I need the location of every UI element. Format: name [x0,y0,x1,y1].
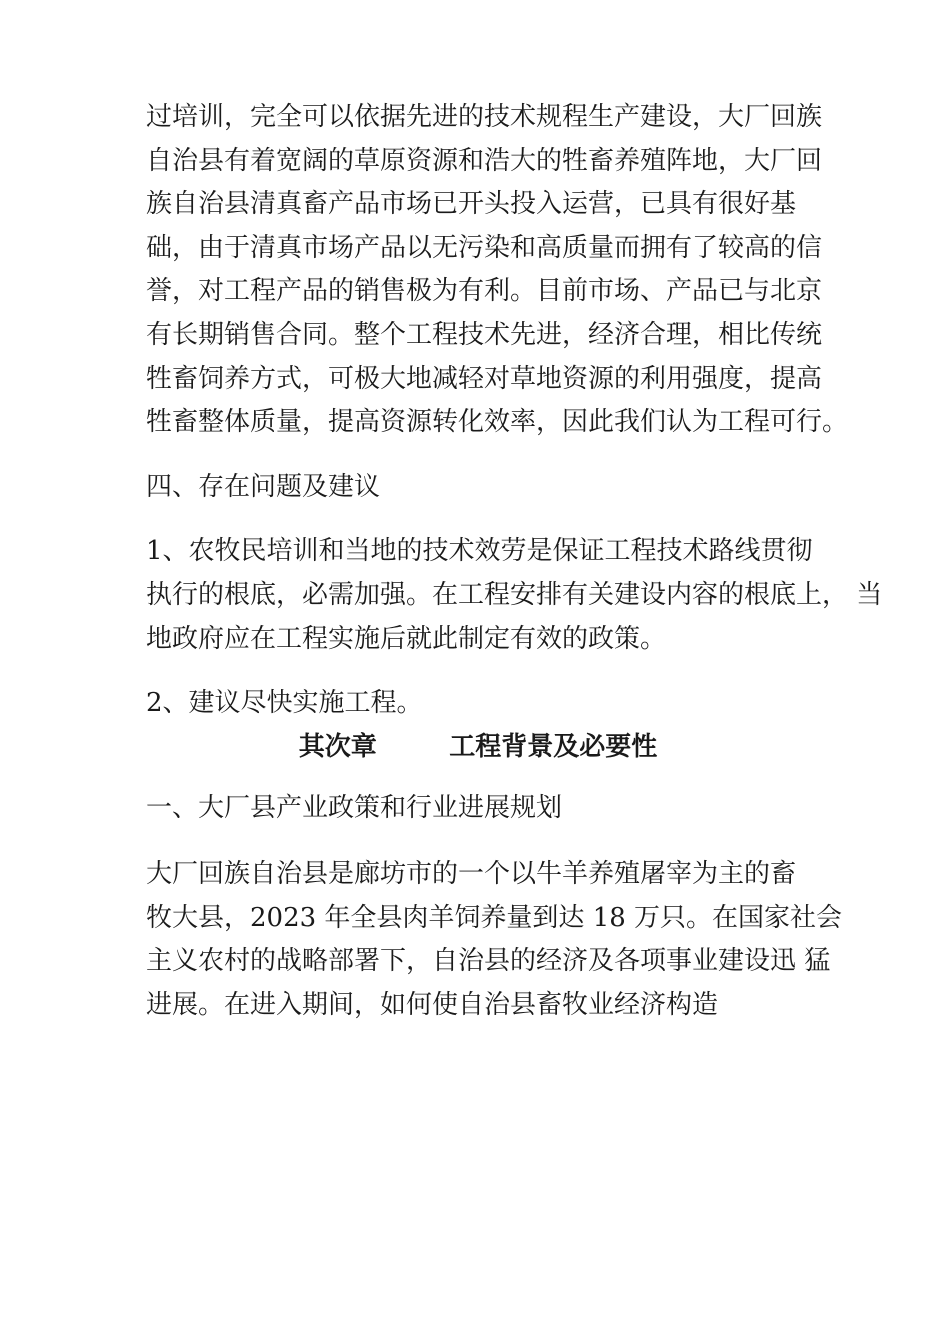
section-heading-problems [146,466,810,510]
text-line: 族自治县清真畜产品市场已开头投入运营，已具有很好基 [146,189,797,220]
text-line: 有长期销售合同。整个工程技术先进，经济合理，相比传统 [146,319,823,350]
list-item-training [146,530,883,661]
text-line: 过培训，完全可以依据先进的技术规程生产建设，大厂回族 [146,102,823,132]
section-heading-policy [146,787,810,831]
text-line: 地政府应在工程实施后就此制定有效的政策。 [146,623,667,654]
text-line: 大厂回族自治县是廊坊市的一个以牛羊养殖屠宰为主的畜 [146,858,797,889]
text-line: 主义农村的战略部署下，自治县的经济及各项事业建设迅 猛 [146,946,831,977]
text-line: 2、建议尽快实施工程。 [146,688,423,719]
text-line: 自治县有着宽阔的草原资源和浩大的牲畜养殖阵地，大厂回 [146,145,823,176]
heading-text: 一、大厂县产业政策和行业进展规划 [146,793,563,824]
text-line: 进展。在进入期间，如何使自治县畜牧业经济构造 [146,989,719,1020]
document-body [146,96,883,1027]
list-item-implement [146,682,810,726]
text-line: 誉，对工程产品的销售极为有利。目前市场、产品已与北京 [146,276,823,307]
chapter-title: 其次章 工程背景及必要性 [298,731,658,762]
text-line: 1、农牧民培训和当地的技术效劳是保证工程技术路线贯彻 [146,536,813,567]
text-line: 牧大县，2023 年全县肉羊饲养量到达 18 万只。在国家社会 [146,902,843,933]
heading-text: 四、存在问题及建议 [146,471,381,502]
paragraph-feasibility [146,96,849,445]
text-line: 础，由于清真市场产品以无污染和高质量而拥有了较高的信 [146,232,823,263]
text-line: 牲畜饲养方式，可极大地减轻对草地资源的利用强度，提高 [146,363,823,394]
text-line: 执行的根底，必需加强。在工程安排有关建设内容的根底上， 当 [146,579,883,610]
text-line: 牲畜整体质量，提高资源转化效率，因此我们认为工程可行。 [146,407,849,438]
paragraph-county-overview [146,853,843,1027]
